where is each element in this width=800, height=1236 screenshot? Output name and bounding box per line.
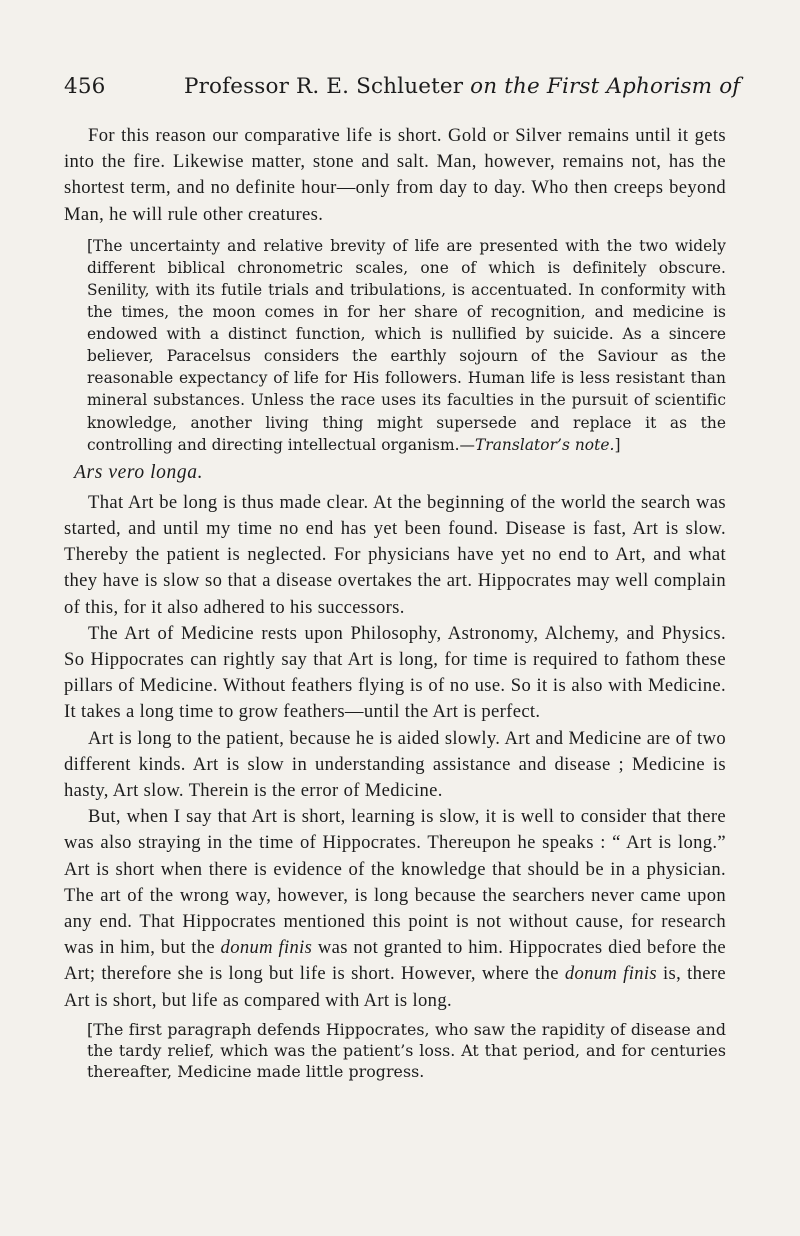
section-heading: Ars vero longa. <box>74 461 204 483</box>
header-title: Professor R. E. Schlueter <box>184 74 464 99</box>
paragraph-2: That Art be long is thus made clear. At the beginning of the world the search was started, and until my time no end has yet been found. Disease is fast, Art is slow. Thereby the patient is neglected. For physicians have yet no end to Art, and what they have is slow so that a disease overtakes the art. Hippocrates may well complain of this, for it also adhered to his successors. <box>64 491 726 618</box>
page-number: 456 <box>64 74 106 99</box>
page-body <box>64 123 726 1082</box>
translator-note-2: [The first paragraph defends Hippocrates, who saw the rapidity of disease and the tardy relief, which was the patient’s loss. At that period, and for centuries thereafter, Medicine made little progress. <box>87 1019 726 1081</box>
paragraph-4: Art is long to the patient, because he is aided slowly. Art and Medicine are of two different kinds. Art is slow in understanding assistance and disease ; Medicine is hasty, Art slow. Therein is the error of Medicine. <box>64 727 726 801</box>
donum-finis-term-1: donum finis <box>220 937 313 959</box>
translator-note-close: ] <box>614 435 621 454</box>
translator-note-signoff: Translator’s note. <box>474 435 615 454</box>
paragraph-5-part-c: is, there Art is short, but life as compared with Art is long. <box>64 963 726 1011</box>
translator-note-1 <box>87 235 726 456</box>
header-title-italic: on the First Aphorism of <box>470 74 741 99</box>
paragraph-5 <box>64 804 726 1014</box>
paragraph-1: For this reason our comparative life is short. Gold or Silver remains until it gets into the fire. Likewise matter, stone and salt. Man, however, remains not, has the shortest term, and no definite hour—only from day to day. Who then creeps beyond Man, he will rule other creatures. <box>64 125 726 225</box>
paragraph-3: The Art of Medicine rests upon Philosophy, Astronomy, Alchemy, and Physics. So Hippocrates can rightly say that Art is long, for time is required to fathom these pillars of Medicine. Without feathers flying is of no use. So it is also with Medicine. It takes a long time to grow feathers—until the Art is perfect. <box>64 622 726 723</box>
paragraph-5-part-a: But, when I say that Art is short, learning is slow, it is well to consider that there was also straying in the time of Hippocrates. Thereupon he speaks : “ Art is long.” Art is short when there is evidence of the knowledge that should be in a physician. The art of the wrong way, however, is long because the searchers never came upon any end. That Hippocrates mentioned this point is not without cause, for research was in him, but the <box>64 806 726 959</box>
paragraph-5-part-b: was not granted to him. Hippocrates died before the Art; therefore she is long but life is short. However, where the <box>64 937 726 985</box>
translator-note-1-text: [The uncertainty and relative brevity of life are presented with the two widely different biblical chronometric scales, one of which is definitely obscure. Senility, with its futile trials and tribulations, is accentuated. In conformity with the times, the moon comes in for her share of recognition, and medicine is endowed with a distinct function, which is nullified by suicide. As a sincere believer, Paracelsus considers the earthly sojourn of the Saviour as the reasonable expectancy of life for His followers. Human life is less resistant than mineral substances. Unless the race uses its faculties in the pursuit of scientific knowledge, another living thing might supersede and replace it as the controlling and directing intellectual organism.— <box>87 236 726 454</box>
running-header <box>64 74 741 99</box>
donum-finis-term-2: donum finis <box>564 963 657 985</box>
